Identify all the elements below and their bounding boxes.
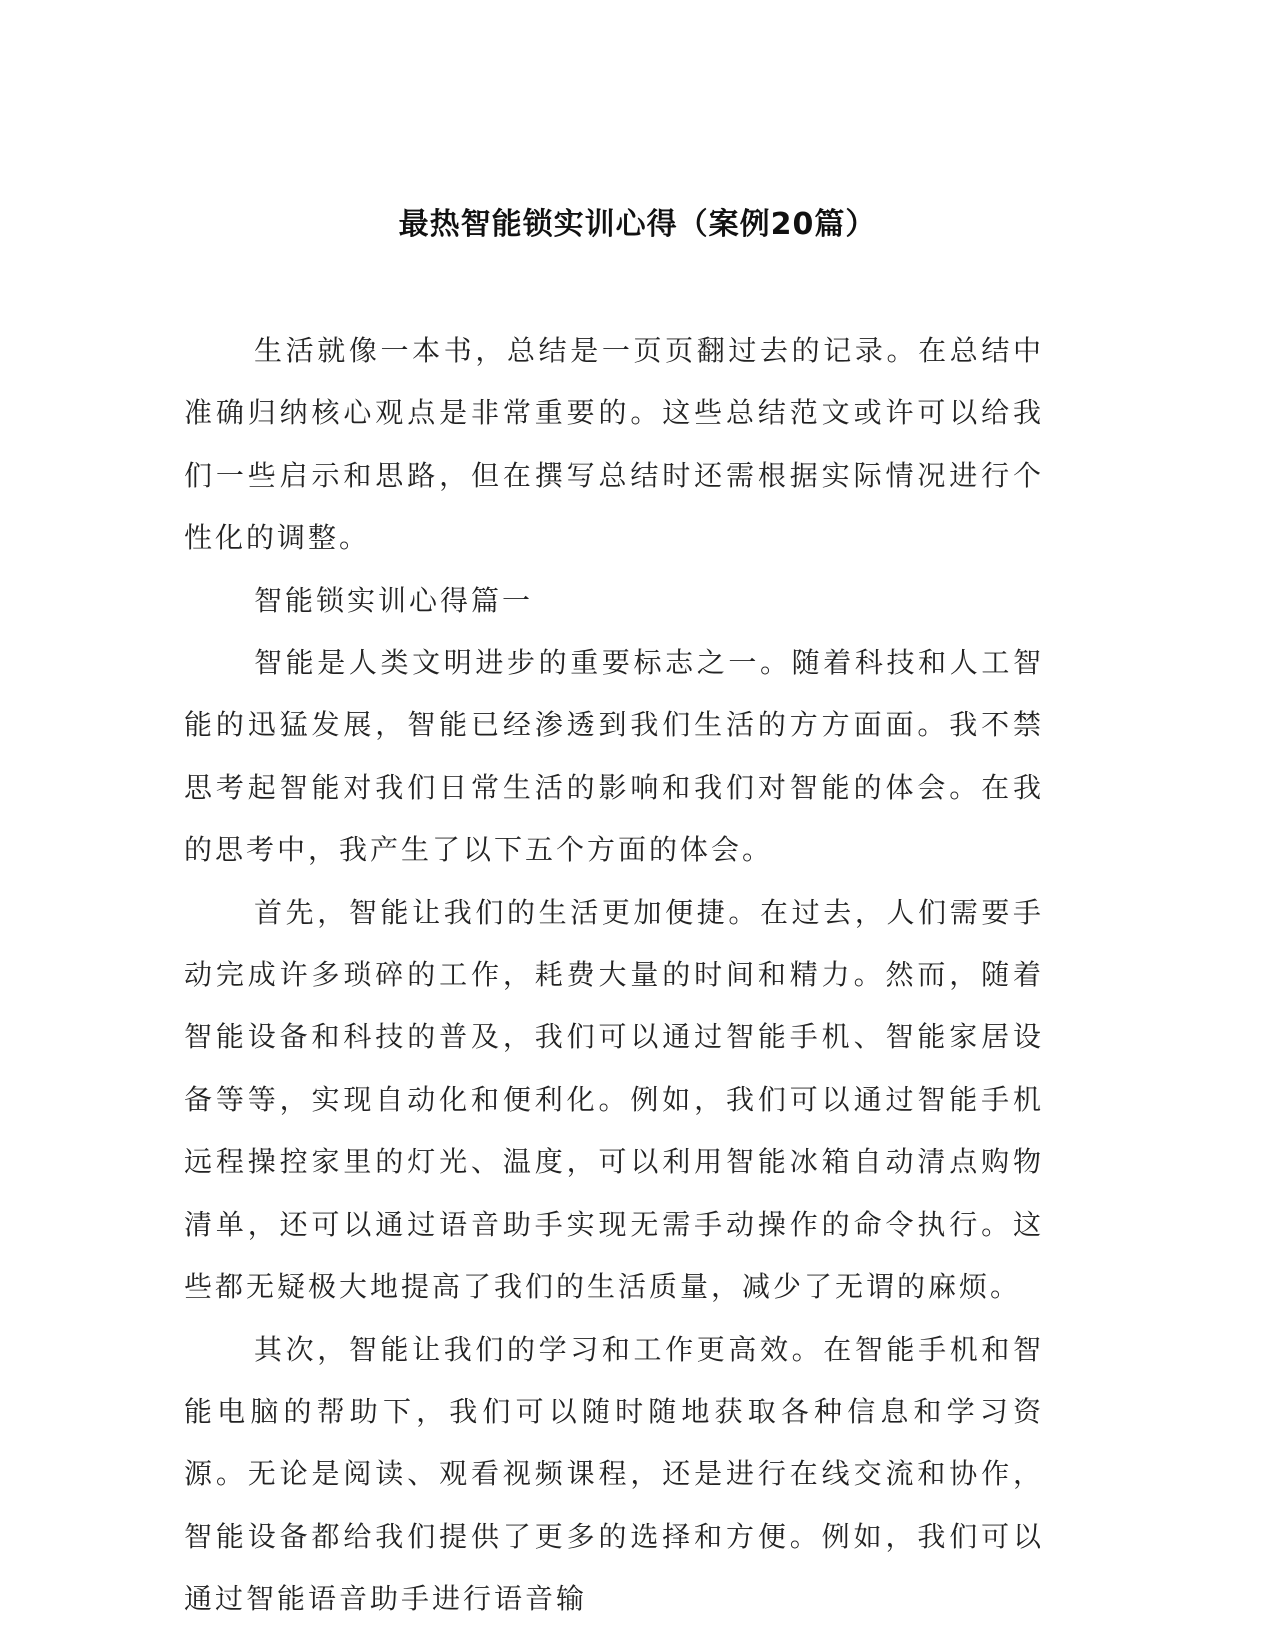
document-title: 最热智能锁实训心得（案例20篇）	[398, 207, 877, 242]
paragraph-intro: 生活就像一本书，总结是一页页翻过去的记录。在总结中准确归纳核心观点是非常重要的。这些总结范文或许可以给我们一些启示和思路，但在撰写总结时还需根据实际情况进行个性化的调整。	[184, 334, 1044, 555]
paragraph: 首先，智能让我们的生活更加便捷。在过去，人们需要手动完成许多琐碎的工作，耗费大量的时间和精力。然而，随着智能设备和科技的普及，我们可以通过智能手机、智能家居设备等等，实现自动化和便利化。例如，我们可以通过智能手机远程操控家里的灯光、温度，可以利用智能冰箱自动清点购物清单，还可以通过语音助手实现无需手动操作的命令执行。这些都无疑极大地提高了我们的生活质量，减少了无谓的麻烦。	[184, 895, 1044, 1304]
paragraph: 其次，智能让我们的学习和工作更高效。在智能手机和智能电脑的帮助下，我们可以随时随地获取各种信息和学习资源。无论是阅读、观看视频课程，还是进行在线交流和协作，智能设备都给我们提供了更多的选择和方便。例如，我们可以通过智能语音助手进行语音输	[184, 1332, 1044, 1616]
section-heading: 智能锁实训心得篇一	[254, 583, 534, 617]
paragraph: 智能是人类文明进步的重要标志之一。随着科技和人工智能的迅猛发展，智能已经渗透到我们生活的方方面面。我不禁思考起智能对我们日常生活的影响和我们对智能的体会。在我的思考中，我产生了以下五个方面的体会。	[184, 646, 1044, 867]
document-body	[184, 320, 1044, 1631]
